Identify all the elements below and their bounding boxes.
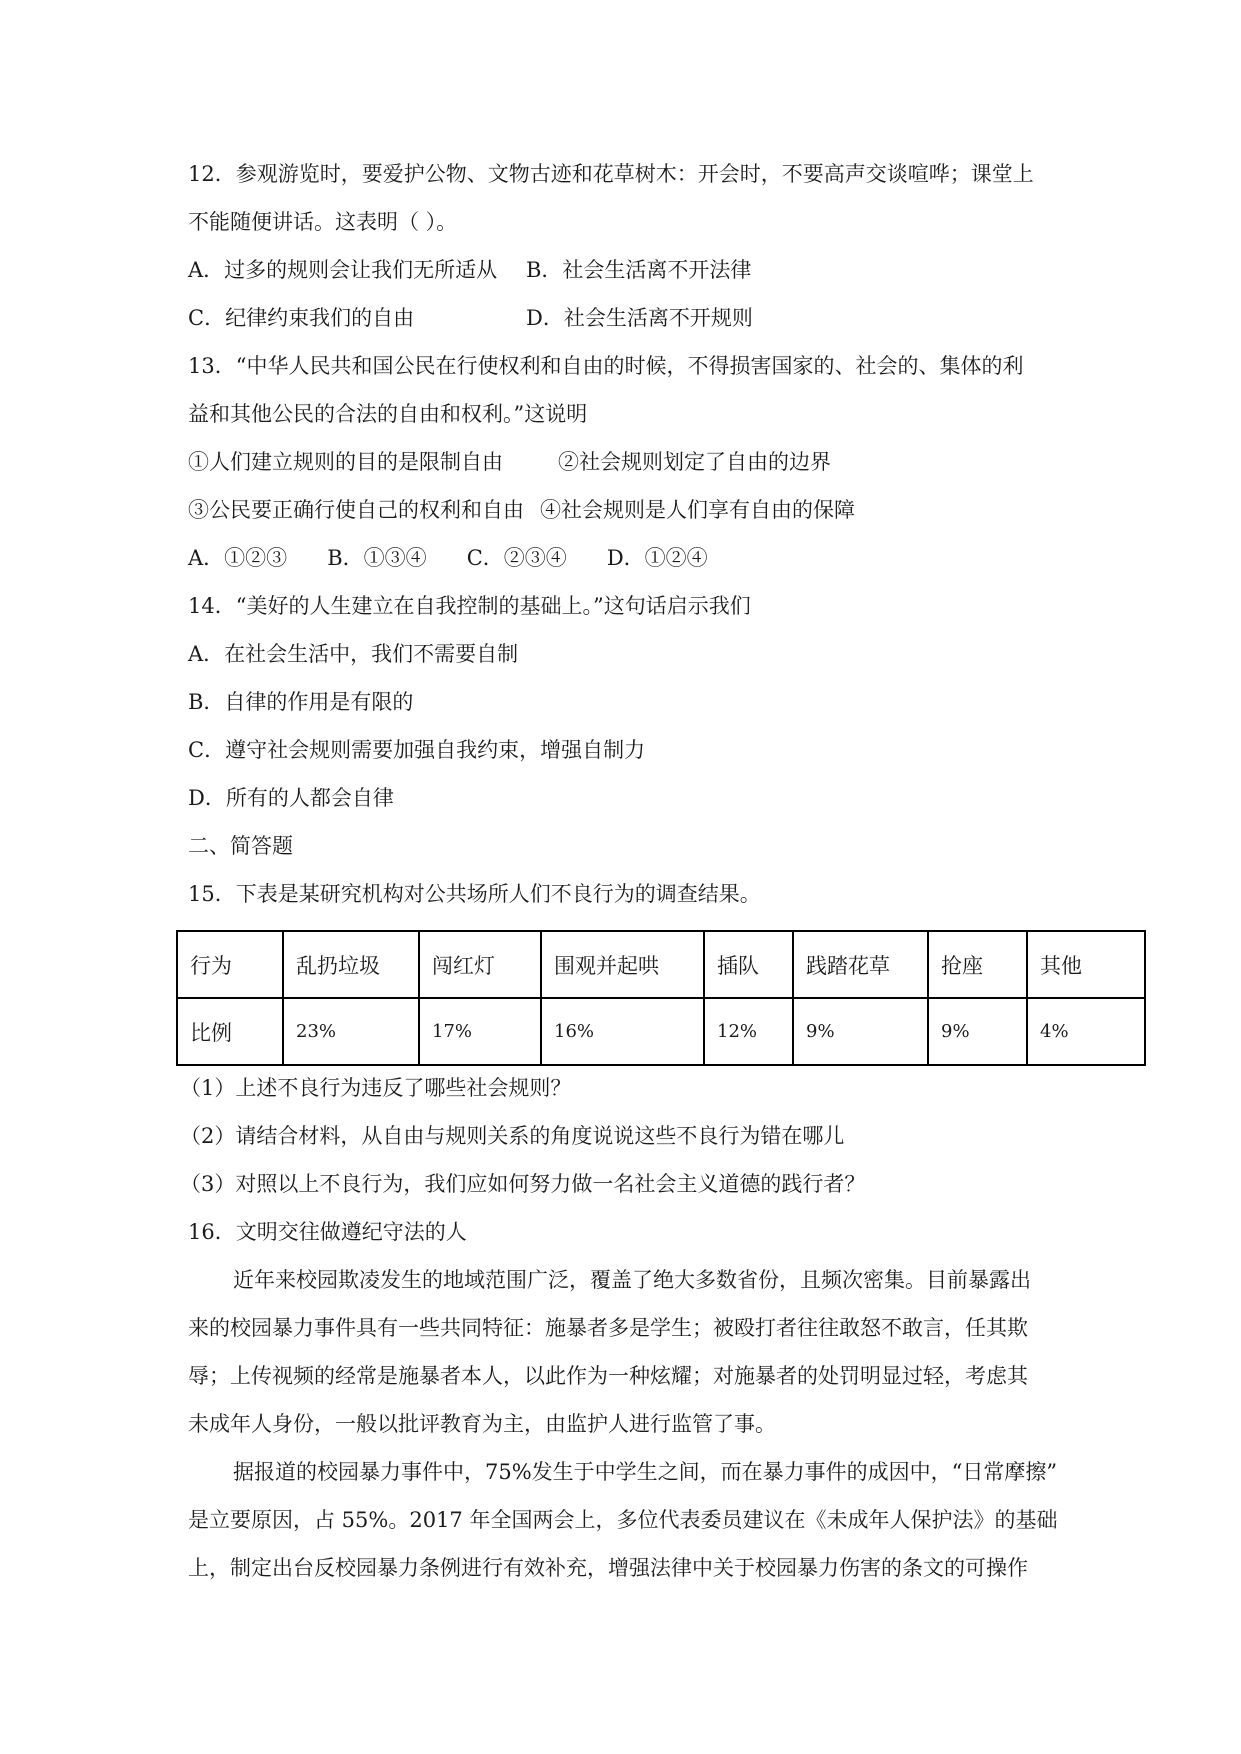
table-cell: 围观并起哄 [541, 931, 704, 998]
q14-option-d: D．所有的人都会自律 [188, 786, 394, 810]
table-cell: 9% [928, 998, 1027, 1065]
q13-statement-2: ②社会规则划定了自由的边界 [558, 450, 831, 474]
q12-option-a: A．过多的规则会让我们无所适从 [188, 258, 498, 282]
q16-paragraph2-line3: 上，制定出台反校园暴力条例进行有效补充，增强法律中关于校园暴力伤害的条文的可操作 [188, 1556, 1028, 1580]
q12-option-b: B．社会生活离不开法律 [526, 258, 752, 282]
section-heading: 二、简答题 [188, 834, 293, 858]
q16-paragraph2-line2: 是立要原因，占 55%。2017 年全国两会上，多位代表委员建议在《未成年人保护法》的基础 [188, 1508, 1058, 1532]
q12-options-row2 [188, 304, 1068, 332]
q15-subquestion-1: （1）上述不良行为违反了哪些社会规则？ [180, 1076, 572, 1100]
table-cell: 行为 [177, 931, 283, 998]
q14-option-c: C．遵守社会规则需要加强自我约束，增强自制力 [188, 738, 646, 762]
q15-subquestion-3: （3）对照以上不良行为，我们应如何努力做一名社会主义道德的践行者？ [180, 1172, 866, 1196]
table-cell: 践踏花草 [793, 931, 928, 998]
table-cell: 插队 [704, 931, 793, 998]
table-cell: 9% [793, 998, 928, 1065]
q13-statements-row2 [188, 496, 1068, 524]
table-cell: 23% [283, 998, 419, 1065]
q12-stem-line2: 不能随便讲话。这表明（ ）。 [188, 210, 458, 234]
q16-title: 16．文明交往做遵纪守法的人 [188, 1220, 467, 1244]
table-cell: 16% [541, 998, 704, 1065]
table-row-header [177, 931, 1145, 998]
table-cell: 闯红灯 [419, 931, 541, 998]
q13-statement-3: ③公民要正确行使自己的权利和自由 [188, 498, 524, 522]
table-cell: 抢座 [928, 931, 1027, 998]
q16-paragraph1-line3: 辱；上传视频的经常是施暴者本人，以此作为一种炫耀；对施暴者的处罚明显过轻，考虑其 [188, 1364, 1028, 1388]
table-cell: 4% [1027, 998, 1145, 1065]
q12-option-c: C．纪律约束我们的自由 [188, 306, 415, 330]
survey-table [176, 930, 1146, 1066]
q13-stem-line1: 13．“中华人民共和国公民在行使权利和自由的时候，不得损害国家的、社会的、集体的利 [188, 354, 1024, 378]
q13-options: A．①②③ B．①③④ C．②③④ D．①②④ [188, 546, 708, 570]
q15-subquestion-2: （2）请结合材料，从自由与规则关系的角度说说这些不良行为错在哪儿 [180, 1124, 845, 1148]
table-row-values [177, 998, 1145, 1065]
q15-stem: 15．下表是某研究机构对公共场所人们不良行为的调查结果。 [188, 882, 761, 906]
q13-statement-4: ④社会规则是人们享有自由的保障 [540, 498, 855, 522]
table-cell: 乱扔垃圾 [283, 931, 419, 998]
q16-paragraph2-line1: 据报道的校园暴力事件中，75%发生于中学生之间，而在暴力事件的成因中，“日常摩擦” [233, 1460, 1058, 1484]
q12-option-d: D．社会生活离不开规则 [526, 306, 753, 330]
q12-options-row1 [188, 256, 1068, 284]
table-cell: 12% [704, 998, 793, 1065]
q14-option-b: B．自律的作用是有限的 [188, 690, 414, 714]
q13-statements-row1 [188, 448, 1068, 476]
q13-stem-line2: 益和其他公民的合法的自由和权利。”这说明 [188, 402, 588, 426]
table-cell: 比例 [177, 998, 283, 1065]
q16-paragraph1-line2: 来的校园暴力事件具有一些共同特征：施暴者多是学生；被殴打者往往敢怒不敢言，任其欺 [188, 1316, 1028, 1340]
q14-option-a: A．在社会生活中，我们不需要自制 [188, 642, 519, 666]
table-cell: 17% [419, 998, 541, 1065]
q16-paragraph1-line1: 近年来校园欺凌发生的地域范围广泛，覆盖了绝大多数省份，且频次密集。目前暴露出 [233, 1268, 1031, 1292]
q14-stem: 14．“美好的人生建立在自我控制的基础上。”这句话启示我们 [188, 594, 751, 618]
q16-paragraph1-line4: 未成年人身份，一般以批评教育为主，由监护人进行监管了事。 [188, 1412, 776, 1436]
table-cell: 其他 [1027, 931, 1145, 998]
q13-statement-1: ①人们建立规则的目的是限制自由 [188, 450, 503, 474]
q12-stem-line1: 12．参观游览时，要爱护公物、文物古迹和花草树木：开会时，不要高声交谈喧哗；课堂上 [188, 162, 1034, 186]
